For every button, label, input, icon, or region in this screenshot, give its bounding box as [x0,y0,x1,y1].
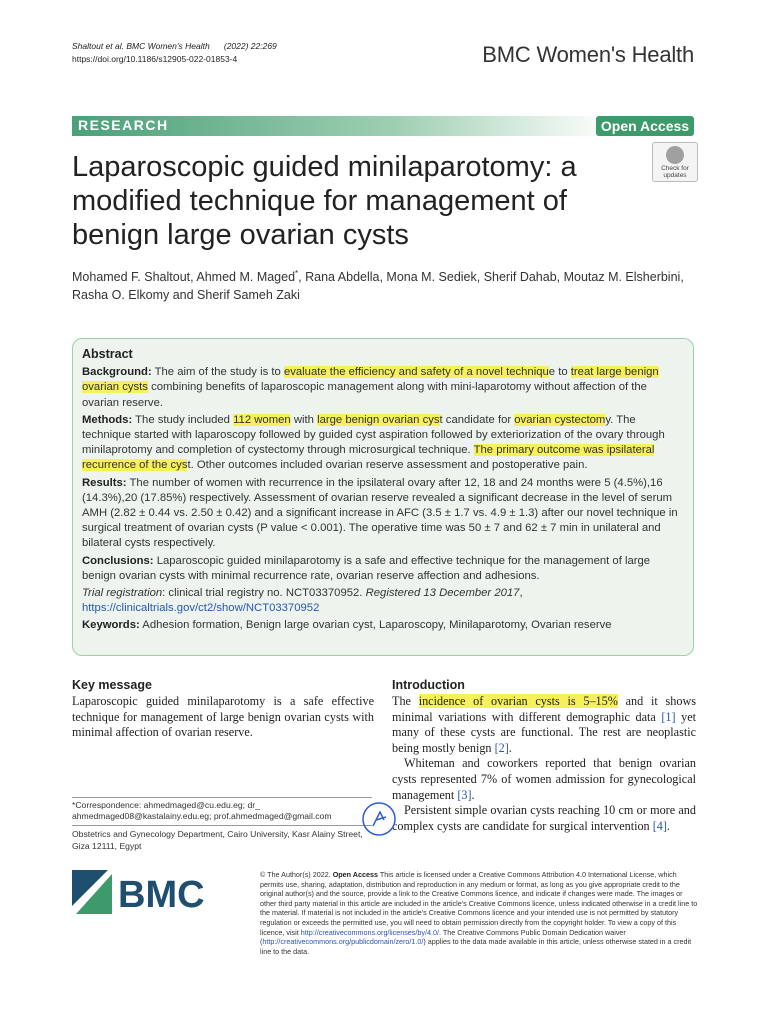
ref-link[interactable]: [2] [494,740,509,755]
check-for-updates-badge[interactable] [652,142,698,182]
doi-link[interactable]: https://doi.org/10.1186/s12905-022-01853-4 [72,54,238,64]
bmc-logo [72,868,222,918]
bmc-logo-text: BMC [118,874,205,916]
check-updates-icon [666,146,684,164]
highlight: ovarian cystectom [514,413,606,426]
authors-line1b: , Rana Abdella, Mona M. Sediek, Sherif Dahab, Moutaz M. Elsherbini, [298,270,684,285]
corresponding-star: * [295,269,299,278]
authors-line2: Rasha O. Elkomy and Sherif Sameh Zaki [72,288,300,303]
corr-line1: *Correspondence: ahmedmaged@cu.edu.eg; dr_ [72,800,260,810]
abstract-background: Background: The aim of the study is to evaluate the efficiency and safety of a novel technique to treat large benign ovarian cysts combining benefits of laparoscopic management along with mini-laparotomy without affection of the ovarian reserve. [82,366,659,409]
citation-year: (2022) 22:269 [223,41,277,51]
section-banner [72,116,694,136]
publicdomain-link[interactable]: http://creativecommons.org/publicdomain/zero/1.0/ [262,937,424,947]
abstract-trial: Trial registration: clinical trial registry no. NCT03370952. Registered 13 December 2017, https://clinicaltrials.gov/ct2/show/NCT03370952 [82,587,523,615]
authors-line1: Mohamed F. Shaltout, Ahmed M. Maged [72,270,296,285]
abstract-heading: Abstract [82,347,133,361]
highlight: treat large benign ovarian cysts [82,366,659,394]
highlight: The primary outcome was ipsilateral recurrence of the cys [82,444,655,472]
affiliation: Obstetrics and Gynecology Department, Cairo University, Kasr Alainy Street, Giza 12111, Egypt [72,825,372,851]
open-access-badge: Open Access [596,116,694,136]
abstract-keywords: Keywords: Adhesion formation, Benign large ovarian cyst, Laparoscopy, Minilaparotomy, Ovarian reserve [82,619,612,632]
intro-para-3: Persistent simple ovarian cysts reaching 10 cm or more and complex cysts are candidate for surgical intervention [4]. [392,803,696,833]
section-label: RESEARCH [78,117,169,133]
abstract-conclusions: Conclusions: Laparoscopic guided minilaparotomy is a safe and effective technique for the management of large benign ovarian cysts with minimal recurrence rate, ovarian reserve affection and adhesions. [82,554,651,582]
intro-para-1: The incidence of ovarian cysts is 5–15% and it shows minimal variations with different demographic data [1] yet many of these cysts are functional. The rest are neoplastic being mostly benign [2]. [392,694,696,755]
introduction-heading: Introduction [392,678,465,692]
pen-annotation-icon [360,800,398,838]
abstract-results: Results: The number of women with recurrence in the ipsilateral ovary after 12, 18 and 24 months were 5 (4.5%),16 (14.3%),20 (17.85%) respectively. Assessment of ovarian reserve revealed a significant decrease in the level of serum AMH (2.82 ± 0.44 vs. 2.50 ± 0.42) and a significant increase in AFC (3.5 ± 1.7 vs. 4.9 ± 1.3) after our novel technique in surgical treatment of ovarian cysts (P value < 0.001). The operative time was 50 ± 7 and 62 ± 7 min in unilateral and bilateral cysts respectively. [82,476,678,550]
article-title: Laparoscopic guided minilaparotomy: a modified technique for management of benign large ovarian cysts [72,151,577,251]
highlight: large benign ovarian cys [317,413,440,426]
ref-link[interactable]: [3] [457,787,472,802]
journal-name: BMC Women's Health [482,42,694,67]
citation-header [72,40,277,66]
badge-line1: Check for [661,165,689,172]
correspondence [72,797,372,852]
badge-line2: updates [663,172,687,179]
license-text: © The Author(s) 2022. Open Access This article is licensed under a Creative Commons Attribution 4.0 International License, which permits use, sharing, adaptation, distribution and reproduction in any medium or format, as long as you give appropriate credit to the original author(s) and the source, provide a link to the Creative Commons licence, and indicate if changes were made. The images or other third party material in this article are included in the article's Creative Commons licence, unless indicated otherwise in a credit line to the material. If material is not included in the article's Creative Commons licence and your intended use is not permitted by statutory regulation or exceeds the permitted use, you will need to obtain permission directly from the copyright holder. To view a copy of this licence, visit http://creativecommons.org/licenses/by/4.0/. The Creative Commons Public Domain Dedication waiver (http://creativecommons.org/publicdomain/zero/1.0/) applies to the data made available in this article, unless otherwise stated in a credit line to the data. [260,870,698,956]
ref-link[interactable]: [4] [652,818,667,833]
introduction-text [392,694,696,834]
abstract-box [72,338,694,656]
key-message-heading: Key message [72,678,152,692]
citation-authors: Shaltout et al. BMC Women's Health [72,41,210,51]
ref-link[interactable]: [1] [661,709,676,724]
highlight: incidence of ovarian cysts is 5–15% [418,694,618,708]
intro-para-2: Whiteman and coworkers reported that benign ovarian cysts represented 7% of women admission for gynecological management [3]. [392,756,696,802]
key-message-text: Laparoscopic guided minilaparotomy is a safe effective technique for management of large benign ovarian cysts with minimal affection of ovarian reserve. [72,694,374,740]
corr-line2: ahmedmaged08@kastalainy.edu.eg; prof.ahmedmaged@gmail.com [72,811,332,822]
author-list [72,265,702,304]
highlight: 112 women [233,413,291,426]
license-link[interactable]: http://creativecommons.org/licenses/by/4.0/ [300,927,439,937]
abstract-methods: Methods: The study included 112 women with large benign ovarian cyst candidate for ovarian cystectomy. The technique started with laparoscopy followed by guided cyst aspiration followed by exteriorization of the ovary through minilaprotomy and completion of cystectomy through microsurgical technique. The primary outcome was ipsilateral recurrence of the cyst. Other outcomes included ovarian reserve assessment and postoperative pain. [82,413,665,472]
highlight: evaluate the efficiency and safety of a novel techniqu [283,366,549,379]
trial-link[interactable]: https://clinicaltrials.gov/ct2/show/NCT03370952 [82,602,320,615]
